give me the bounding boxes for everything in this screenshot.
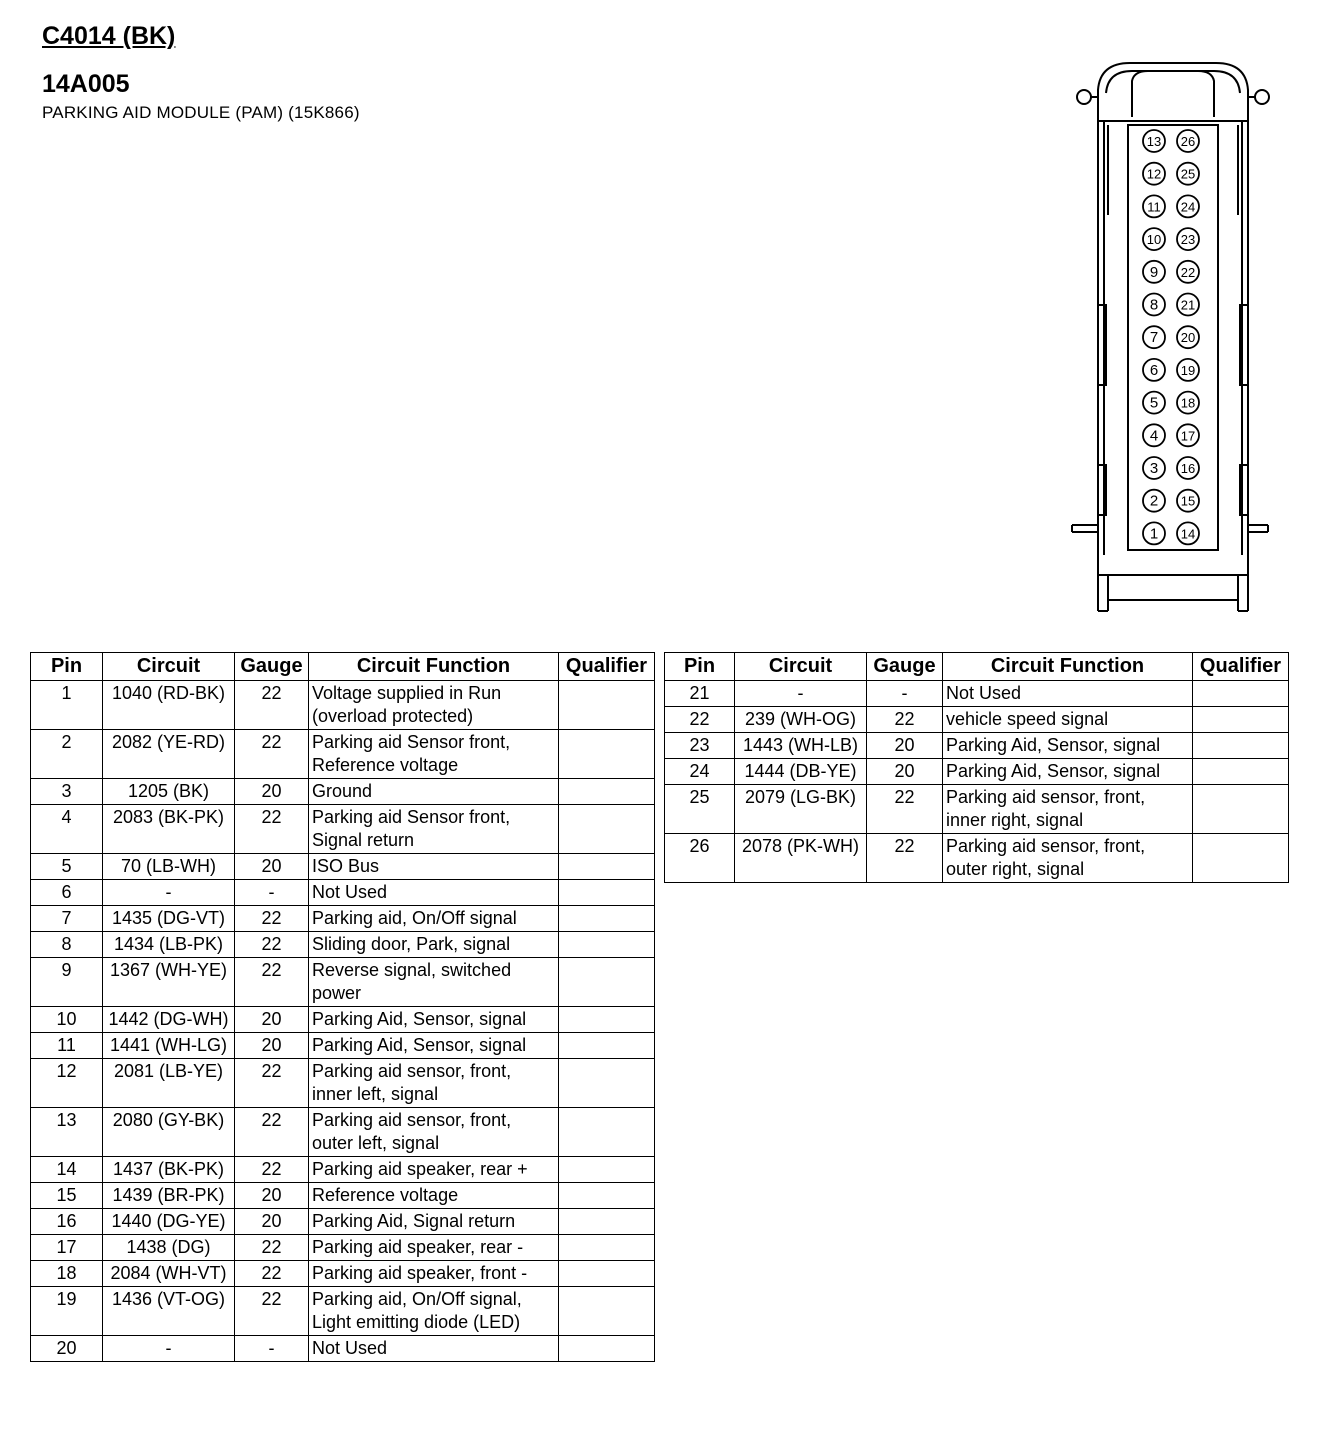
cell-pin: 26 — [665, 834, 735, 883]
cell-circuit: 1435 (DG-VT) — [103, 906, 235, 932]
cell-circuit: 2083 (BK-PK) — [103, 805, 235, 854]
table-body — [31, 681, 655, 1362]
cell-qualifier — [559, 1183, 655, 1209]
table-row — [665, 733, 1289, 759]
cell-circuit: 70 (LB-WH) — [103, 854, 235, 880]
cell-qualifier — [559, 932, 655, 958]
cell-pin: 12 — [31, 1059, 103, 1108]
cell-pin: 19 — [31, 1287, 103, 1336]
table-row — [31, 880, 655, 906]
cell-qualifier — [559, 1033, 655, 1059]
cell-circuit-function: Parking aid sensor, front, inner left, signal — [309, 1059, 559, 1108]
cell-circuit-function: Ground — [309, 779, 559, 805]
cell-circuit-function: Reference voltage — [309, 1183, 559, 1209]
table-row — [665, 707, 1289, 733]
cell-qualifier — [559, 1059, 655, 1108]
cell-circuit-function: Reverse signal, switched power — [309, 958, 559, 1007]
table-row — [31, 1157, 655, 1183]
pin-number-label: 6 — [1149, 361, 1159, 379]
pin-number-label: 11 — [1147, 199, 1161, 215]
table-row — [665, 759, 1289, 785]
cell-circuit-function: Parking aid sensor, front, outer left, signal — [309, 1108, 559, 1157]
cell-gauge: 22 — [235, 1059, 309, 1108]
cell-gauge: 22 — [235, 958, 309, 1007]
pin-number-label: 7 — [1149, 329, 1159, 347]
cell-circuit: 1441 (WH-LG) — [103, 1033, 235, 1059]
cell-pin: 22 — [665, 707, 735, 733]
cell-circuit: - — [103, 1336, 235, 1362]
part-number: 14A005 — [42, 70, 130, 98]
connector-id: C4014 (BK) — [42, 22, 176, 50]
cell-pin: 17 — [31, 1235, 103, 1261]
table-row — [31, 805, 655, 854]
cell-circuit-function: Parking aid sensor, front, inner right, signal — [943, 785, 1193, 834]
cell-pin: 5 — [31, 854, 103, 880]
cell-circuit-function: Parking Aid, Sensor, signal — [943, 759, 1193, 785]
header-gauge: Gauge — [235, 653, 309, 681]
cell-gauge: 22 — [235, 681, 309, 730]
cell-gauge: 20 — [867, 733, 943, 759]
header-pin: Pin — [665, 653, 735, 681]
cell-circuit-function: Sliding door, Park, signal — [309, 932, 559, 958]
cell-circuit-function: Not Used — [943, 681, 1193, 707]
cell-qualifier — [1193, 834, 1289, 883]
cell-pin: 11 — [31, 1033, 103, 1059]
cell-gauge: - — [867, 681, 943, 707]
header-circuit: Circuit — [103, 653, 235, 681]
cell-qualifier — [559, 906, 655, 932]
cell-circuit: - — [103, 880, 235, 906]
header-qualifier: Qualifier — [1193, 653, 1289, 681]
cell-pin: 2 — [31, 730, 103, 779]
cell-pin: 6 — [31, 880, 103, 906]
table-row — [31, 1209, 655, 1235]
table-row — [31, 681, 655, 730]
cell-circuit: - — [735, 681, 867, 707]
cell-gauge: 22 — [867, 834, 943, 883]
cell-qualifier — [559, 730, 655, 779]
table-row — [31, 958, 655, 1007]
cell-circuit-function: Parking aid speaker, rear + — [309, 1157, 559, 1183]
table-row — [31, 1336, 655, 1362]
cell-circuit: 2081 (LB-YE) — [103, 1059, 235, 1108]
cell-qualifier — [1193, 733, 1289, 759]
pin-number-label: 15 — [1180, 493, 1196, 509]
cell-qualifier — [559, 1287, 655, 1336]
cell-qualifier — [1193, 681, 1289, 707]
header-gauge: Gauge — [867, 653, 943, 681]
cell-qualifier — [559, 1108, 655, 1157]
pinout-table-left — [30, 652, 655, 1362]
cell-circuit-function: Parking Aid, Sensor, signal — [309, 1033, 559, 1059]
cell-circuit-function: Not Used — [309, 880, 559, 906]
cell-gauge: 22 — [235, 932, 309, 958]
cell-qualifier — [559, 854, 655, 880]
header-pin: Pin — [31, 653, 103, 681]
pin-number-label: 14 — [1180, 526, 1196, 542]
cell-pin: 16 — [31, 1209, 103, 1235]
pin-number-label: 16 — [1180, 461, 1196, 476]
cell-qualifier — [559, 1235, 655, 1261]
pin-number-label: 3 — [1149, 460, 1159, 477]
pin-number-label: 2 — [1149, 492, 1159, 510]
table-row — [31, 1108, 655, 1157]
cell-circuit-function: vehicle speed signal — [943, 707, 1193, 733]
cell-pin: 1 — [31, 681, 103, 730]
table-row — [665, 834, 1289, 883]
table-row — [31, 1059, 655, 1108]
cell-pin: 3 — [31, 779, 103, 805]
cell-gauge: 20 — [235, 1033, 309, 1059]
table-row — [31, 1033, 655, 1059]
cell-gauge: 22 — [235, 805, 309, 854]
pin-number-label: 12 — [1146, 166, 1162, 182]
cell-pin: 24 — [665, 759, 735, 785]
connector-face-diagram — [1070, 55, 1280, 615]
pin-number-label: 17 — [1180, 428, 1196, 444]
cell-gauge: - — [235, 1336, 309, 1362]
cell-qualifier — [559, 1157, 655, 1183]
cell-circuit: 1439 (BR-PK) — [103, 1183, 235, 1209]
cell-circuit-function: Parking Aid, Sensor, signal — [309, 1007, 559, 1033]
pin-number-label: 9 — [1149, 263, 1159, 281]
cell-circuit-function: Parking aid speaker, front - — [309, 1261, 559, 1287]
cell-circuit-function: ISO Bus — [309, 854, 559, 880]
table-row — [31, 1235, 655, 1261]
cell-gauge: 20 — [235, 1183, 309, 1209]
pinout-table-right — [664, 652, 1289, 883]
cell-gauge: 22 — [235, 1157, 309, 1183]
pin-number-label: 8 — [1149, 296, 1159, 314]
cell-circuit: 1440 (DG-YE) — [103, 1209, 235, 1235]
cell-qualifier — [559, 958, 655, 1007]
cell-qualifier — [559, 779, 655, 805]
pin-number-label: 22 — [1180, 264, 1196, 280]
cell-circuit: 1442 (DG-WH) — [103, 1007, 235, 1033]
cell-circuit: 1367 (WH-YE) — [103, 958, 235, 1007]
table-row — [31, 854, 655, 880]
pin-number-label: 18 — [1180, 395, 1196, 411]
cell-pin: 25 — [665, 785, 735, 834]
cell-circuit-function: Not Used — [309, 1336, 559, 1362]
cell-pin: 13 — [31, 1108, 103, 1157]
cell-circuit-function: Parking Aid, Signal return — [309, 1209, 559, 1235]
cell-pin: 20 — [31, 1336, 103, 1362]
pin-number-label: 10 — [1146, 232, 1162, 248]
cell-circuit: 1436 (VT-OG) — [103, 1287, 235, 1336]
pin-number-label: 5 — [1149, 394, 1159, 412]
cell-circuit: 1438 (DG) — [103, 1235, 235, 1261]
cell-gauge: 22 — [235, 906, 309, 932]
cell-circuit: 2082 (YE-RD) — [103, 730, 235, 779]
cell-qualifier — [559, 880, 655, 906]
table-body — [665, 681, 1289, 883]
cell-circuit: 1443 (WH-LB) — [735, 733, 867, 759]
cell-gauge: 20 — [867, 759, 943, 785]
cell-pin: 7 — [31, 906, 103, 932]
component-name: PARKING AID MODULE (PAM) (15K866) — [42, 103, 360, 122]
table-row — [31, 906, 655, 932]
cell-qualifier — [559, 681, 655, 730]
cell-gauge: 20 — [235, 854, 309, 880]
header-qualifier: Qualifier — [559, 653, 655, 681]
cell-pin: 10 — [31, 1007, 103, 1033]
cell-circuit-function: Parking aid speaker, rear - — [309, 1235, 559, 1261]
pin-number-label: 19 — [1180, 362, 1196, 378]
table-row — [31, 779, 655, 805]
cell-pin: 18 — [31, 1261, 103, 1287]
cell-pin: 15 — [31, 1183, 103, 1209]
cell-circuit: 1040 (RD-BK) — [103, 681, 235, 730]
cell-pin: 9 — [31, 958, 103, 1007]
cell-qualifier — [559, 1209, 655, 1235]
table-row — [31, 1183, 655, 1209]
cell-qualifier — [559, 805, 655, 854]
cell-gauge: - — [235, 880, 309, 906]
cell-qualifier — [1193, 785, 1289, 834]
table-row — [665, 681, 1289, 707]
cell-pin: 8 — [31, 932, 103, 958]
cell-qualifier — [559, 1336, 655, 1362]
cell-qualifier — [1193, 707, 1289, 733]
table-row — [31, 1261, 655, 1287]
cell-gauge: 20 — [235, 1007, 309, 1033]
cell-circuit: 239 (WH-OG) — [735, 707, 867, 733]
table-row — [31, 730, 655, 779]
header-circuit: Circuit — [735, 653, 867, 681]
cell-gauge: 22 — [235, 1235, 309, 1261]
cell-circuit-function: Parking aid, On/Off signal — [309, 906, 559, 932]
cell-qualifier — [559, 1261, 655, 1287]
cell-circuit-function: Parking aid Sensor front, Signal return — [309, 805, 559, 854]
cell-pin: 21 — [665, 681, 735, 707]
pin-grid — [1143, 130, 1199, 544]
cell-circuit-function: Voltage supplied in Run (overload protected) — [309, 681, 559, 730]
cell-circuit: 2078 (PK-WH) — [735, 834, 867, 883]
cell-gauge: 22 — [235, 730, 309, 779]
table-row — [31, 1007, 655, 1033]
cell-circuit: 1437 (BK-PK) — [103, 1157, 235, 1183]
table-row — [31, 1287, 655, 1336]
pin-number-label: 24 — [1180, 199, 1196, 215]
pin-number-label: 20 — [1180, 330, 1196, 346]
pin-number-label: 25 — [1180, 166, 1196, 182]
cell-gauge: 22 — [235, 1108, 309, 1157]
cell-gauge: 22 — [867, 785, 943, 834]
pin-number-label: 21 — [1180, 297, 1196, 313]
cell-gauge: 22 — [867, 707, 943, 733]
cell-circuit-function: Parking aid Sensor front, Reference voltage — [309, 730, 559, 779]
cell-gauge: 20 — [235, 1209, 309, 1235]
pin-number-label: 26 — [1180, 134, 1196, 149]
cell-circuit: 1205 (BK) — [103, 779, 235, 805]
table-header-row — [31, 653, 655, 681]
pin-number-label: 4 — [1149, 427, 1159, 445]
cell-circuit: 2084 (WH-VT) — [103, 1261, 235, 1287]
header-circuit-function: Circuit Function — [943, 653, 1193, 681]
cell-pin: 4 — [31, 805, 103, 854]
cell-circuit-function: Parking aid, On/Off signal, Light emitting diode (LED) — [309, 1287, 559, 1336]
table-header-row — [665, 653, 1289, 681]
cell-gauge: 20 — [235, 779, 309, 805]
cell-circuit: 1434 (LB-PK) — [103, 932, 235, 958]
cell-gauge: 22 — [235, 1261, 309, 1287]
cell-circuit-function: Parking Aid, Sensor, signal — [943, 733, 1193, 759]
cell-circuit-function: Parking aid sensor, front, outer right, signal — [943, 834, 1193, 883]
cell-gauge: 22 — [235, 1287, 309, 1336]
pin-number-label: 1 — [1149, 525, 1159, 543]
cell-pin: 14 — [31, 1157, 103, 1183]
cell-circuit: 1444 (DB-YE) — [735, 759, 867, 785]
cell-pin: 23 — [665, 733, 735, 759]
cell-qualifier — [559, 1007, 655, 1033]
cell-circuit: 2079 (LG-BK) — [735, 785, 867, 834]
table-row — [31, 932, 655, 958]
cell-circuit: 2080 (GY-BK) — [103, 1108, 235, 1157]
header-circuit-function: Circuit Function — [309, 653, 559, 681]
pin-number-label: 23 — [1180, 232, 1196, 248]
table-row — [665, 785, 1289, 834]
pin-number-label: 13 — [1146, 134, 1162, 149]
cell-qualifier — [1193, 759, 1289, 785]
